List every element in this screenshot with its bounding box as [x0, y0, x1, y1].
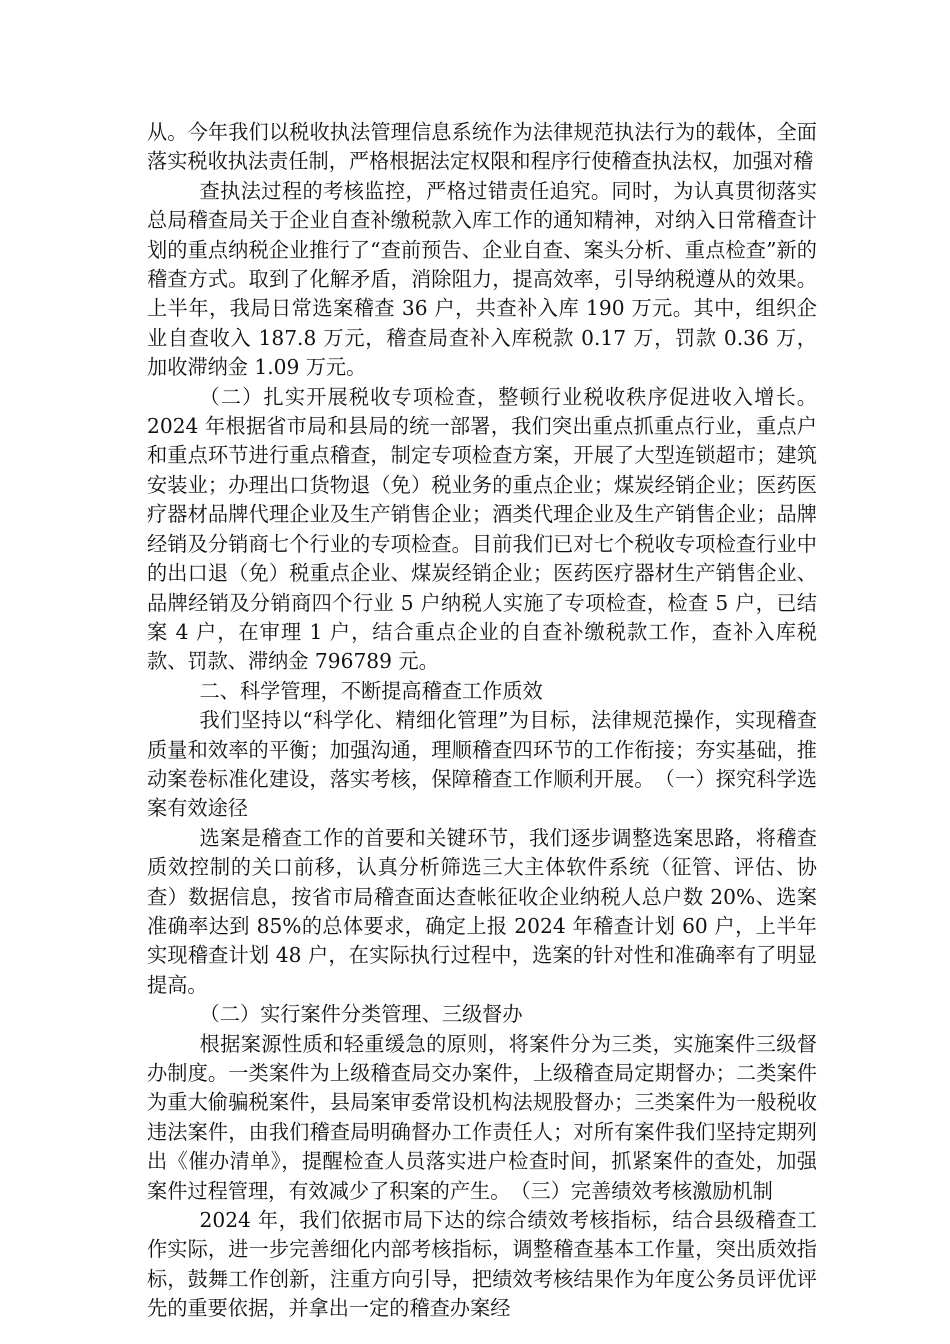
paragraph-4: 我们坚持以“科学化、精细化管理”为目标，法律规范操作，实现稽查质量和效率的平衡；加强沟通，理顺稽查四环节的工作衔接；夯实基础，推动案卷标准化建设，落实考核，保障稽查工作顺利开展。 （一）探究科学选案有效途径: [147, 708, 817, 821]
paragraph-3: （二）扎实开展税收专项检查，整顿行业税收秩序促进收入增长。2024 年根据省市局和县局的统一部署，我们突出重点抓重点行业，重点户和重点环节进行重点稽查，制定专项检查方案，开展了大型连锁超市；建筑安装业；办理出口货物退（免）税业务的重点企业；煤炭经销企业；医药医疗器材品牌代理企业及生产销售企业；酒类代理企业及生产销售企业；品牌经销及分销商七个行业的专项检查。目前我们已对七个税收专项检查行业中的出口退（免）税重点企业、煤炭经销企业；医药医疗器材生产销售企业、品牌经销及分销商四个行业 5 户纳税人实施了专项检查，检查 5 户，已结案 4 户，在审理 1 户，结合重点企业的自查补缴税款工作，查补入库税款、罚款、滞纳金 796789 元。: [147, 384, 817, 674]
subsection-heading-2: （二）实行案件分类管理、三级督办: [199, 1002, 523, 1027]
paragraph-1: 从。今年我们以税收执法管理信息系统作为法律规范执法行为的载体，全面落实税收执法责任制，严格根据法定权限和程序行使稽查执法权，加强对稽: [147, 120, 817, 174]
paragraph-6: 根据案源性质和轻重缓急的原则，将案件分为三类，实施案件三级督办制度。一类案件为上级稽查局交办案件，上级稽查局定期督办；二类案件为重大偷骗税案件，县局案审委常设机构法规股督办；三类案件为一般税收违法案件，由我们稽查局明确督办工作责任人；对所有案件我们坚持定期列出《催办清单》，提醒检查人员落实进户检查时间，抓紧案件的查处，加强案件过程管理，有效减少了积案的产生。 （三）完善绩效考核激励机制: [147, 1031, 817, 1203]
paragraph-7: 2024 年，我们依据市局下达的综合绩效考核指标，结合县级稽查工作实际，进一步完善细化内部考核指标，调整稽查基本工作量，突出质效指标，鼓舞工作创新，注重方向引导，把绩效考核结果作为年度公务员评优评先的重要依据，并拿出一定的稽查办案经: [147, 1208, 817, 1321]
paragraph-2: 查执法过程的考核监控，严格过错责任追究。同时，为认真贯彻落实总局稽查局关于企业自查补缴税款入库工作的通知精神，对纳入日常稽查计划的重点纳税企业推行了“查前预告、企业自查、案头分析、重点检查”新的稽查方式。取到了化解矛盾，消除阻力，提高效率，引导纳税遵从的效果。上半年，我局日常选案稽查 36 户，共查补入库 190 万元。其中，组织企业自查收入 187.8 万元，稽查局查补入库税款 0.17 万，罚款 0.36 万，加收滞纳金 1.09 万元。: [147, 178, 817, 380]
document-body: [147, 118, 817, 1324]
paragraph-5: 选案是稽查工作的首要和关键环节，我们逐步调整选案思路，将稽查质效控制的关口前移，认真分析筛选三大主体软件系统（征管、评估、协查）数据信息，按省市局稽查面达查帐征收企业纳税人总户数 20%、选案准确率达到 85%的总体要求，确定上报 2024 年稽查计划 60 户，上半年实现稽查计划 48 户，在实际执行过程中，选案的针对性和准确率有了明显提高。: [147, 825, 817, 997]
section-heading-2: 二、科学管理，不断提高稽查工作质效: [199, 678, 543, 703]
